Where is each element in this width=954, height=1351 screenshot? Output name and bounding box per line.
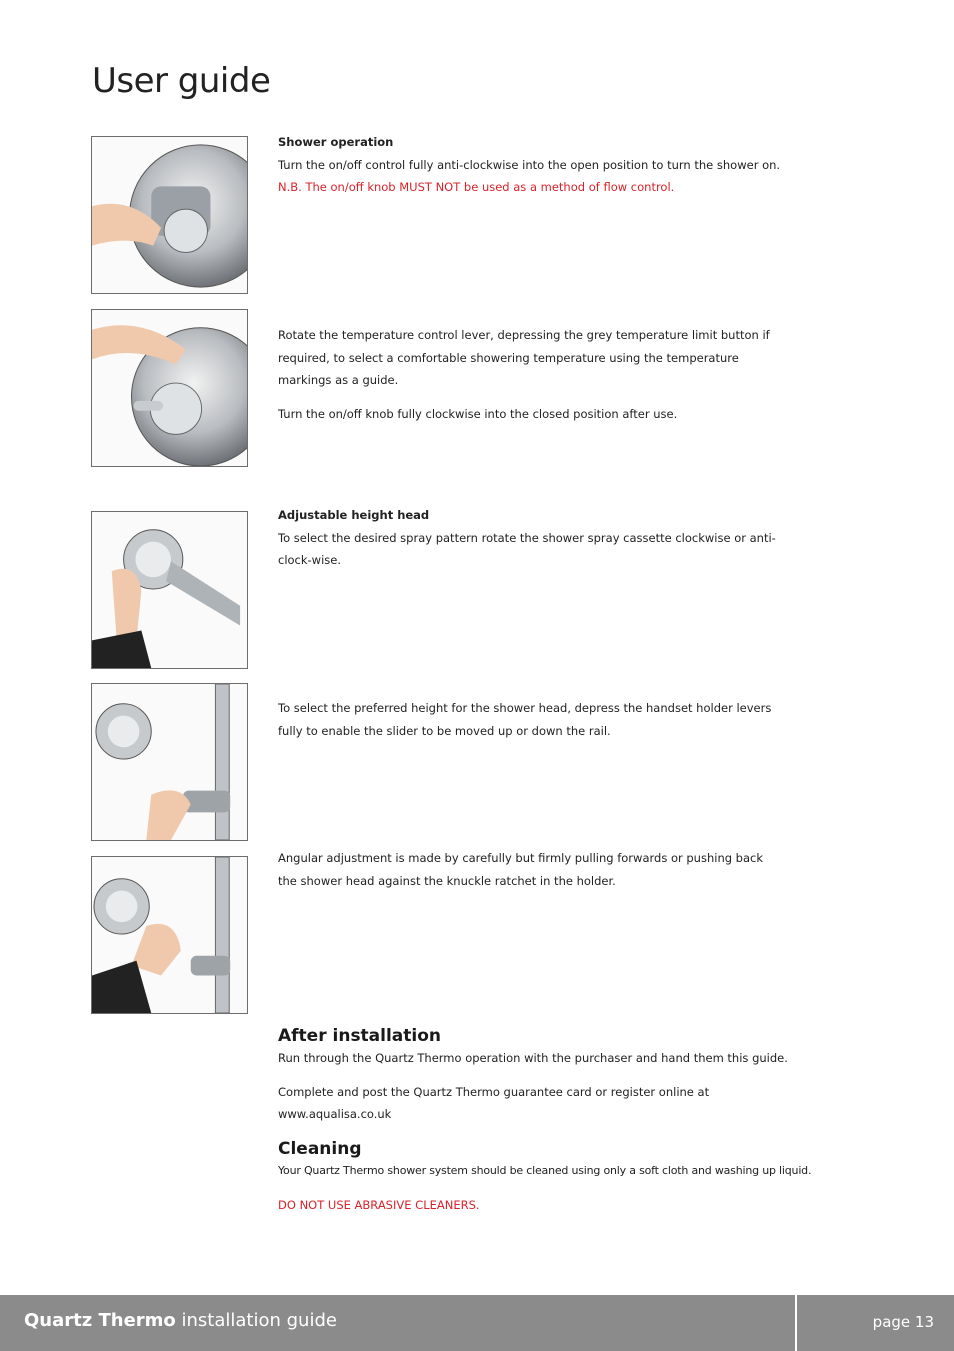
section-adjustable-head xyxy=(278,504,783,572)
temperature-lever-illustration xyxy=(92,310,247,466)
footer-divider xyxy=(795,1295,797,1351)
section-angular xyxy=(278,847,778,892)
cleaning-warning: DO NOT USE ABRASIVE CLEANERS. xyxy=(278,1197,480,1212)
footer-bar xyxy=(0,1295,954,1351)
page-title: User guide xyxy=(92,60,271,101)
after-installation-text-2: Complete and post the Quartz Thermo guarantee card or register online at www.aqualisa.co.uk xyxy=(278,1084,710,1121)
angular-text: Angular adjustment is made by carefully but firmly pulling forwards or pushing back the shower head against the knuckle ratchet in the holder. xyxy=(278,851,764,888)
adjustable-head-text: To select the desired spray pattern rotate the shower spray cassette clockwise or anti-clock-wise. xyxy=(278,530,776,567)
height-text: To select the preferred height for the shower head, depress the handset holder levers fully to enable the slider to be moved up or down the rail. xyxy=(278,701,772,738)
spray-head-illustration xyxy=(92,512,247,668)
shower-operation-heading: Shower operation xyxy=(278,135,394,149)
temperature-text: Rotate the temperature control lever, depressing the grey temperature limit button if required, to select a comfortable showering temperature using the temperature markings as a guide. xyxy=(278,328,770,387)
section-temperature xyxy=(278,324,788,425)
after-installation-heading: After installation xyxy=(278,1026,442,1046)
adjustable-head-heading: Adjustable height head xyxy=(278,508,430,522)
section-cleaning xyxy=(278,1138,838,1216)
section-height xyxy=(278,697,793,742)
after-installation-text: Run through the Quartz Thermo operation with the purchaser and hand them this guide. xyxy=(278,1051,788,1065)
photo-spray-cassette xyxy=(91,511,248,669)
photo-angular-adjustment xyxy=(91,856,248,1014)
slider-rail-illustration xyxy=(92,684,247,840)
shower-valve-illustration xyxy=(92,137,247,293)
footer-subtitle: installation guide xyxy=(175,1310,337,1331)
temperature-text-2: Turn the on/off knob fully clockwise into the closed position after use. xyxy=(278,406,678,421)
shower-operation-text: Turn the on/off control fully anti-clockwise into the open position to turn the shower on. xyxy=(278,157,781,172)
cleaning-heading: Cleaning xyxy=(278,1139,362,1159)
section-shower-operation xyxy=(278,131,798,199)
footer-brand: Quartz Thermo xyxy=(24,1310,176,1331)
section-after-installation xyxy=(278,1025,808,1126)
footer-title xyxy=(24,1309,337,1333)
cleaning-text: Your Quartz Thermo shower system should be cleaned using only a soft cloth and washing up liquid. xyxy=(278,1164,812,1177)
photo-onoff-knob xyxy=(91,136,248,294)
page-number: page 13 xyxy=(872,1313,934,1331)
photo-temperature-lever xyxy=(91,309,248,467)
knuckle-ratchet-illustration xyxy=(92,857,247,1013)
shower-operation-warning: N.B. The on/off knob MUST NOT be used as a method of flow control. xyxy=(278,180,675,194)
photo-height-slider xyxy=(91,683,248,841)
